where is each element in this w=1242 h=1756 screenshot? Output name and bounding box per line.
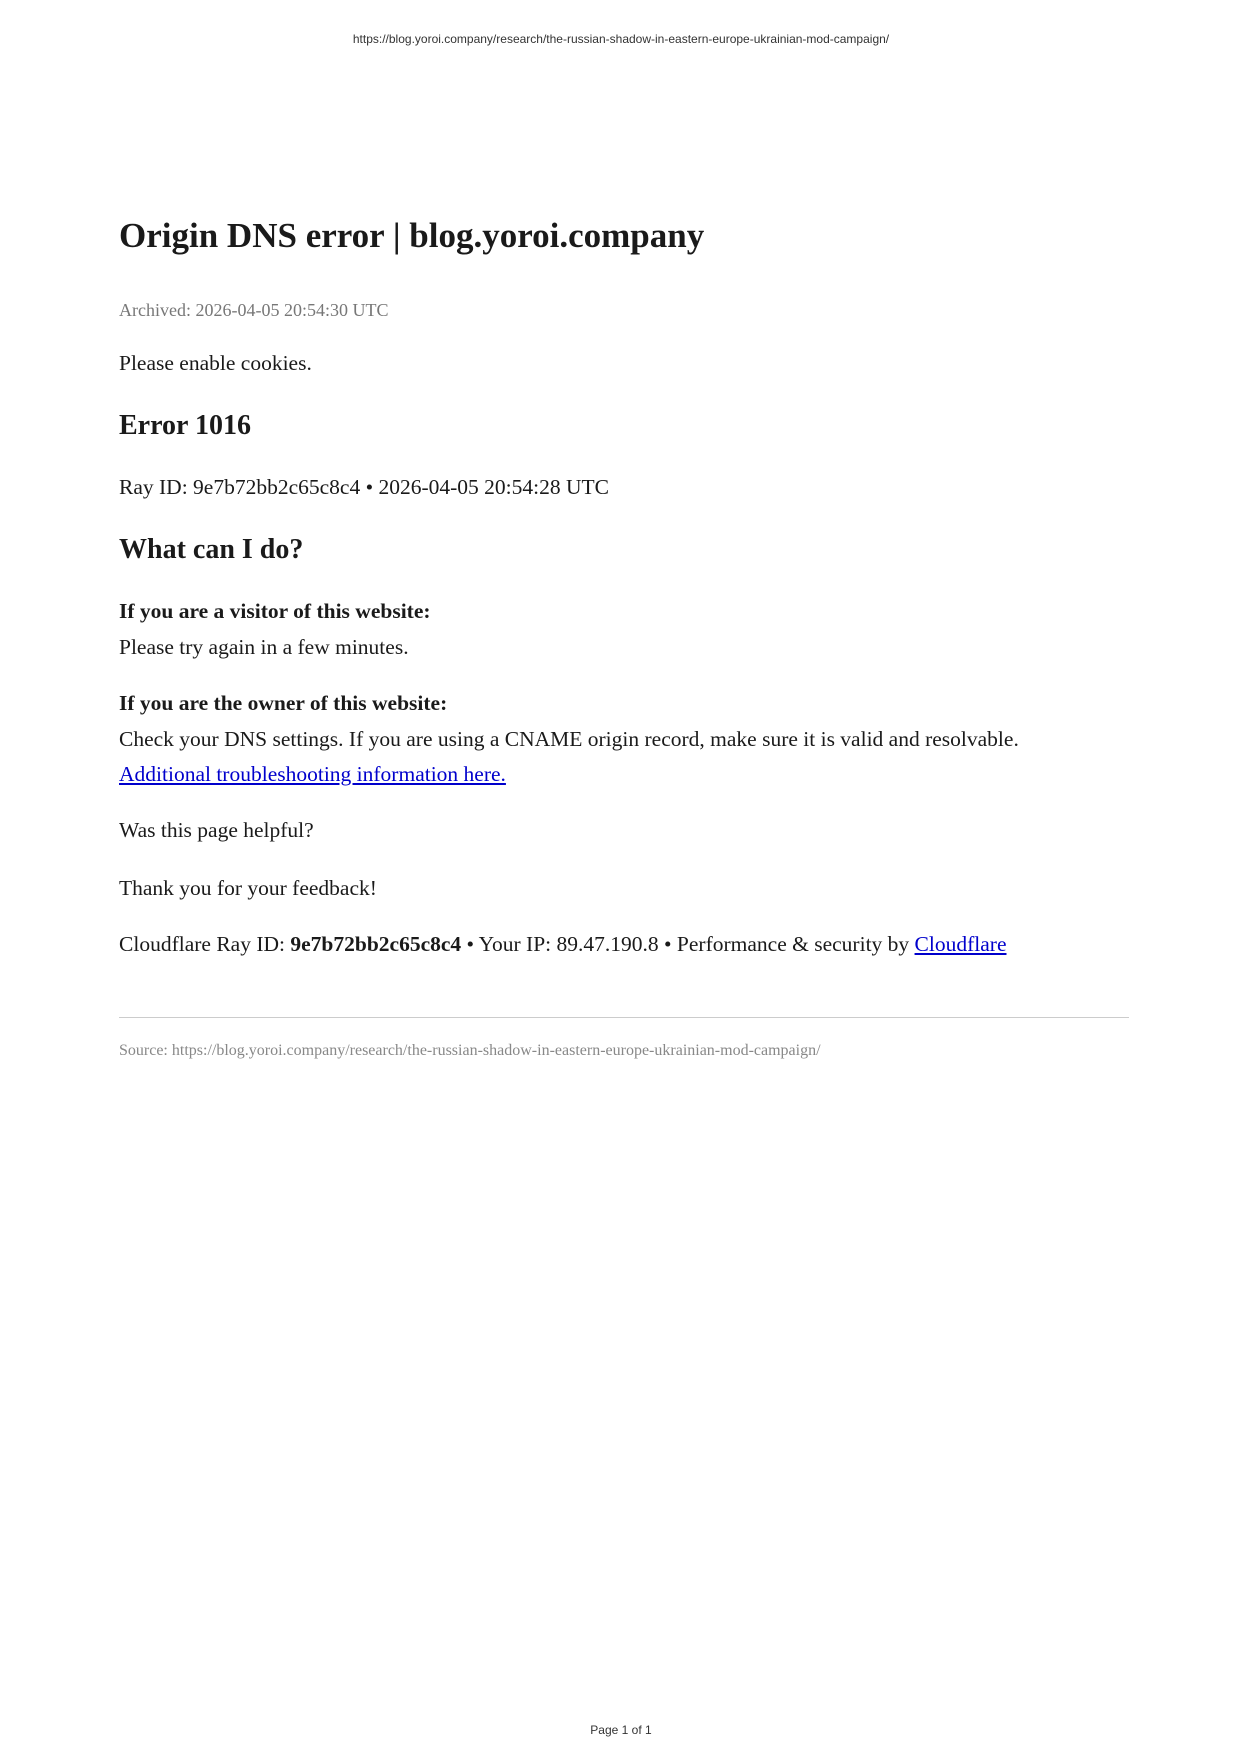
owner-text: Check your DNS settings. If you are using a CNAME origin record, make sure it is valid and resolvable. [119, 727, 1019, 751]
page-number: Page 1 of 1 [590, 1723, 652, 1737]
page-content [119, 214, 1129, 1062]
print-header-url: https://blog.yoroi.company/research/the-russian-shadow-in-eastern-europe-ukrainian-mod-campaign/ [352, 32, 890, 46]
helpful-question: Was this page helpful? [119, 818, 314, 842]
ray-id-value: 9e7b72bb2c65c8c4 [290, 932, 462, 956]
ip-and-performance-text: • Your IP: 89.47.190.8 • Performance & security by [461, 932, 915, 956]
cookies-notice: Please enable cookies. [119, 351, 312, 375]
what-can-i-do-heading: What can I do? [119, 534, 304, 565]
source-url: Source: https://blog.yoroi.company/research/the-russian-shadow-in-eastern-europe-ukrainian-mod-campaign/ [119, 1042, 821, 1059]
ray-id-line: Ray ID: 9e7b72bb2c65c8c4 • 2026-04-05 20:54:28 UTC [119, 475, 610, 499]
error-heading: Error 1016 [119, 410, 251, 441]
visitor-heading: If you are a visitor of this website: [119, 599, 431, 623]
cloudflare-link[interactable]: Cloudflare [914, 932, 1007, 956]
ray-id-prefix: Cloudflare Ray ID: [119, 932, 291, 956]
archived-timestamp: Archived: 2026-04-05 20:54:30 UTC [119, 300, 389, 320]
feedback-thanks: Thank you for your feedback! [119, 876, 377, 900]
cloudflare-footer-line [119, 929, 1129, 959]
troubleshooting-link[interactable]: Additional troubleshooting information here. [119, 762, 506, 786]
troubleshooting-paragraph [119, 759, 1129, 789]
owner-heading: If you are the owner of this website: [119, 691, 448, 715]
divider [119, 1017, 1129, 1018]
page-title: Origin DNS error | blog.yoroi.company [119, 216, 705, 255]
visitor-text: Please try again in a few minutes. [119, 635, 409, 659]
